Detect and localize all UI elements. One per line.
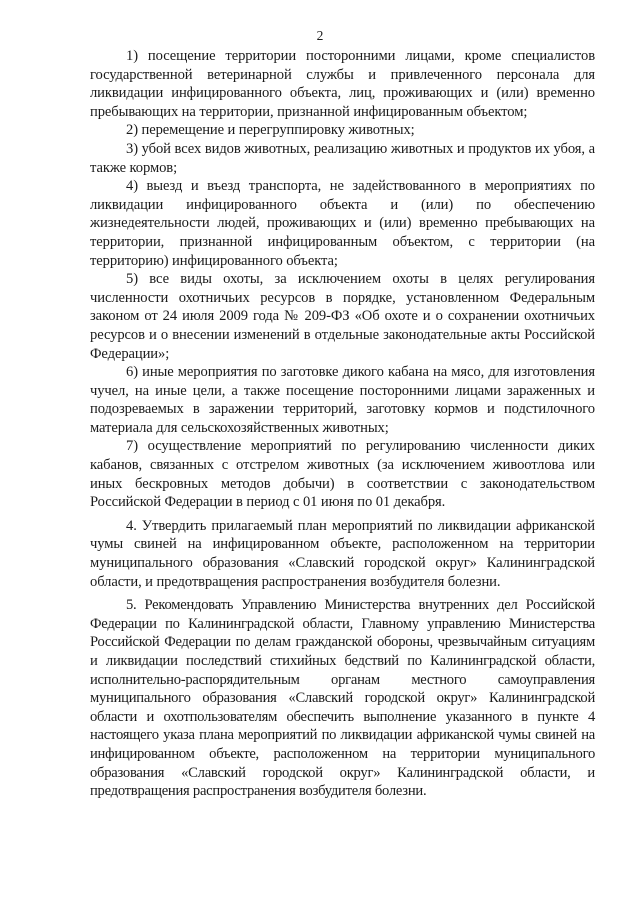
paragraph-item-2: 2) перемещение и перегруппировку животных; — [126, 122, 415, 139]
paragraph-item-4: 4) выезд и въезд транспорта, не задействованного в мероприятиях по ликвидации инфицированного объекта и (или) по обеспечению жизнедеятельности людей, проживающих и (или) временно пребывающих на территории, признанной инфицированным объектом, с территории (на территорию) инфицированного объекта; — [90, 178, 595, 269]
paragraph-item-7: 7) осуществление мероприятий по регулированию численности диких кабанов, связанных с отстрелом животных (за исключением живоотлова или иных бескровных методов добычи) в соответствии с законодательством Российской Федерации в период с 01 июня по 01 декабря. — [90, 438, 595, 511]
paragraph-item-3: 3) убой всех видов животных, реализацию животных и продуктов их убоя, а также кормов; — [90, 140, 595, 176]
paragraph-clause-4: 4. Утвердить прилагаемый план мероприятий по ликвидации африканской чумы свиней на инфицированном объекте, расположенном на территории муниципального образования «Славский городской округ» Калининградской области, и предотвращения распространения возбудителя болезни. — [90, 517, 595, 590]
paragraph-item-1: 1) посещение территории посторонними лицами, кроме специалистов государственной ветеринарной службы и привлеченного персонала для ликвидации инфицированного объекта, лиц, проживающих и (или) временно пребывающих на территории, признанной инфицированным объектом; — [90, 48, 595, 120]
paragraph-item-6: 6) иные мероприятия по заготовке дикого кабана на мясо, для изготовления чучел, на иные цели, а также посещение посторонними лицами зараженных и подозреваемых в заражении территорий, заготовку кормов и подстилочного материала для сельскохозяйственных животных; — [90, 364, 595, 436]
document-body — [90, 47, 595, 801]
paragraph-item-5: 5) все виды охоты, за исключением охоты в целях регулирования численности охотничьих ресурсов в порядке, установленном Федеральным законом от 24 июля 2009 года № 209-ФЗ «Об охоте и о сохранении охотничьих ресурсов и о внесении изменений в отдельные законодательные акты Российской Федерации»; — [90, 271, 595, 362]
page-number: 2 — [316, 28, 324, 43]
paragraph-clause-5: 5. Рекомендовать Управлению Министерства внутренних дел Российской Федерации по Калининградской области, Главному управлению Министерства Российской Федерации по делам гражданской обороны, чрезвычайным ситуациям и ликвидации последствий стихийных бедствий по Калининградской области, исполнительно-распорядительным органам местного самоуправления муниципального образования «Славский городской округ» Калининградской области и охотпользователям обеспечить выполнение указанного в пункте 4 настоящего указа плана мероприятий по ликвидации африканской чумы свиней на инфицированном объекте, расположенном на территории муниципального образования «Славский городской округ» Калининградской области, и предотвращения распространения возбудителя болезни. — [90, 597, 595, 800]
